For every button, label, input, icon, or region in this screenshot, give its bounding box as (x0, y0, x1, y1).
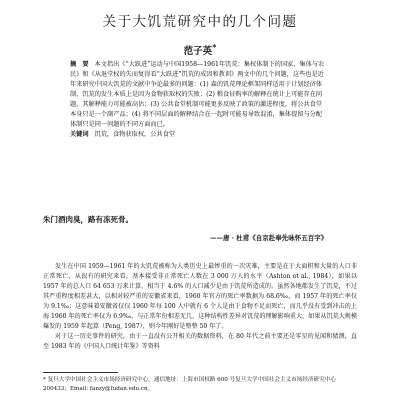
abstract-block (70, 60, 328, 140)
body-paragraph-1: 发生在中国 1959—1961 年的大饥荒被称为人类历史上最惨重的一次灾难，主要是在于大面积和大量的人口非正常死亡，从很有的研究来看，基本接受非正常死亡人数在 3 000 万人的水平（Ashton et al., 1984），如果以 1957 年的总人口 64 653 万来计算，相当于 4.6% 的人口减少是由于饥荒所造成的。虽然各地都发生了饥荒，不过其严重程度相差甚大，以相对较严重的安徽省来看，1960 年官方的死亡率数据为 68.6‰，而 1957 年的死亡率仅为 9.1‰；这意味着安徽省仅仅 1960 年每 100 人中就有 6 个人是由于食物不足而死亡，而几乎没有受到冲击的上海 1960 年的死亡率仅为 6.9‰，与正常年份相差无几，这种结构性差异对饥荒的理解影响重大，如果从饥荒大规模爆发的 1959 年起算（Peng, 1987），则今年刚好是整整 50 年了。 (43, 263, 357, 330)
paper-title: 关于大饥荒研究中的几个问题 (102, 14, 298, 30)
keywords-line (70, 130, 328, 140)
body-text (43, 262, 357, 352)
author-line (0, 43, 400, 57)
keywords-text: 饥荒，食物获取权，公共食堂 (94, 131, 175, 138)
abstract-label: 摘 要 (70, 61, 89, 68)
keywords-label: 关键词 (70, 131, 89, 138)
epigraph-source: ——唐 · 杜甫《自京赴奉先咏怀五百字》 (210, 234, 328, 242)
body-paragraph-2: 对于这一历史事件的研究，由于一直没有公开相关的数据资料，在 80 年代之前主要还是零星的见闻和猜测，直至 1983 年的《中国人口统计年鉴》等资料 (43, 333, 357, 350)
abstract-paragraph (70, 60, 328, 130)
footnote-divider (43, 372, 118, 373)
author-name: 范子英 (183, 46, 213, 58)
footnote: * 复旦大学中国社会主义市场经济研究中心。通信地址：上海市国权路 600 号复旦大学中国社会主义市场经济研究中心 200433；Email: fanzy@fudan.edu.cn。 (43, 377, 336, 392)
abstract-text: 本文指出《“大跃进”运动与中国1958—1961年饥荒：集权体制下的国家、集体与农民》和《从退堂权的失而复得看“大跃进”饥荒的成因和教训》两文中的几个问题，这些也是近年来研究中国大饥荒的文献中争论最多的问题：(1) 森的饥荒理论框架同样适用于计划经济体制，饥荒的发生本质上是因为食物获取权的失败；(2) 粮食征购率的解释在统计上可能存在问题，其解释能力可能被高估；(3) 公共食堂机制可能更多反映了政策的激进程度，将公共食堂本身只是一个副产品；(4) 将不同层面的解释结合在一起时可能易导致混淆，集体提留与分配体制只是同一问题的不同方面而已。 (70, 61, 325, 128)
author-footnote-mark: * (212, 43, 217, 52)
epigraph-text: 朱门酒肉臭，路有冻死骨。 (43, 215, 133, 224)
